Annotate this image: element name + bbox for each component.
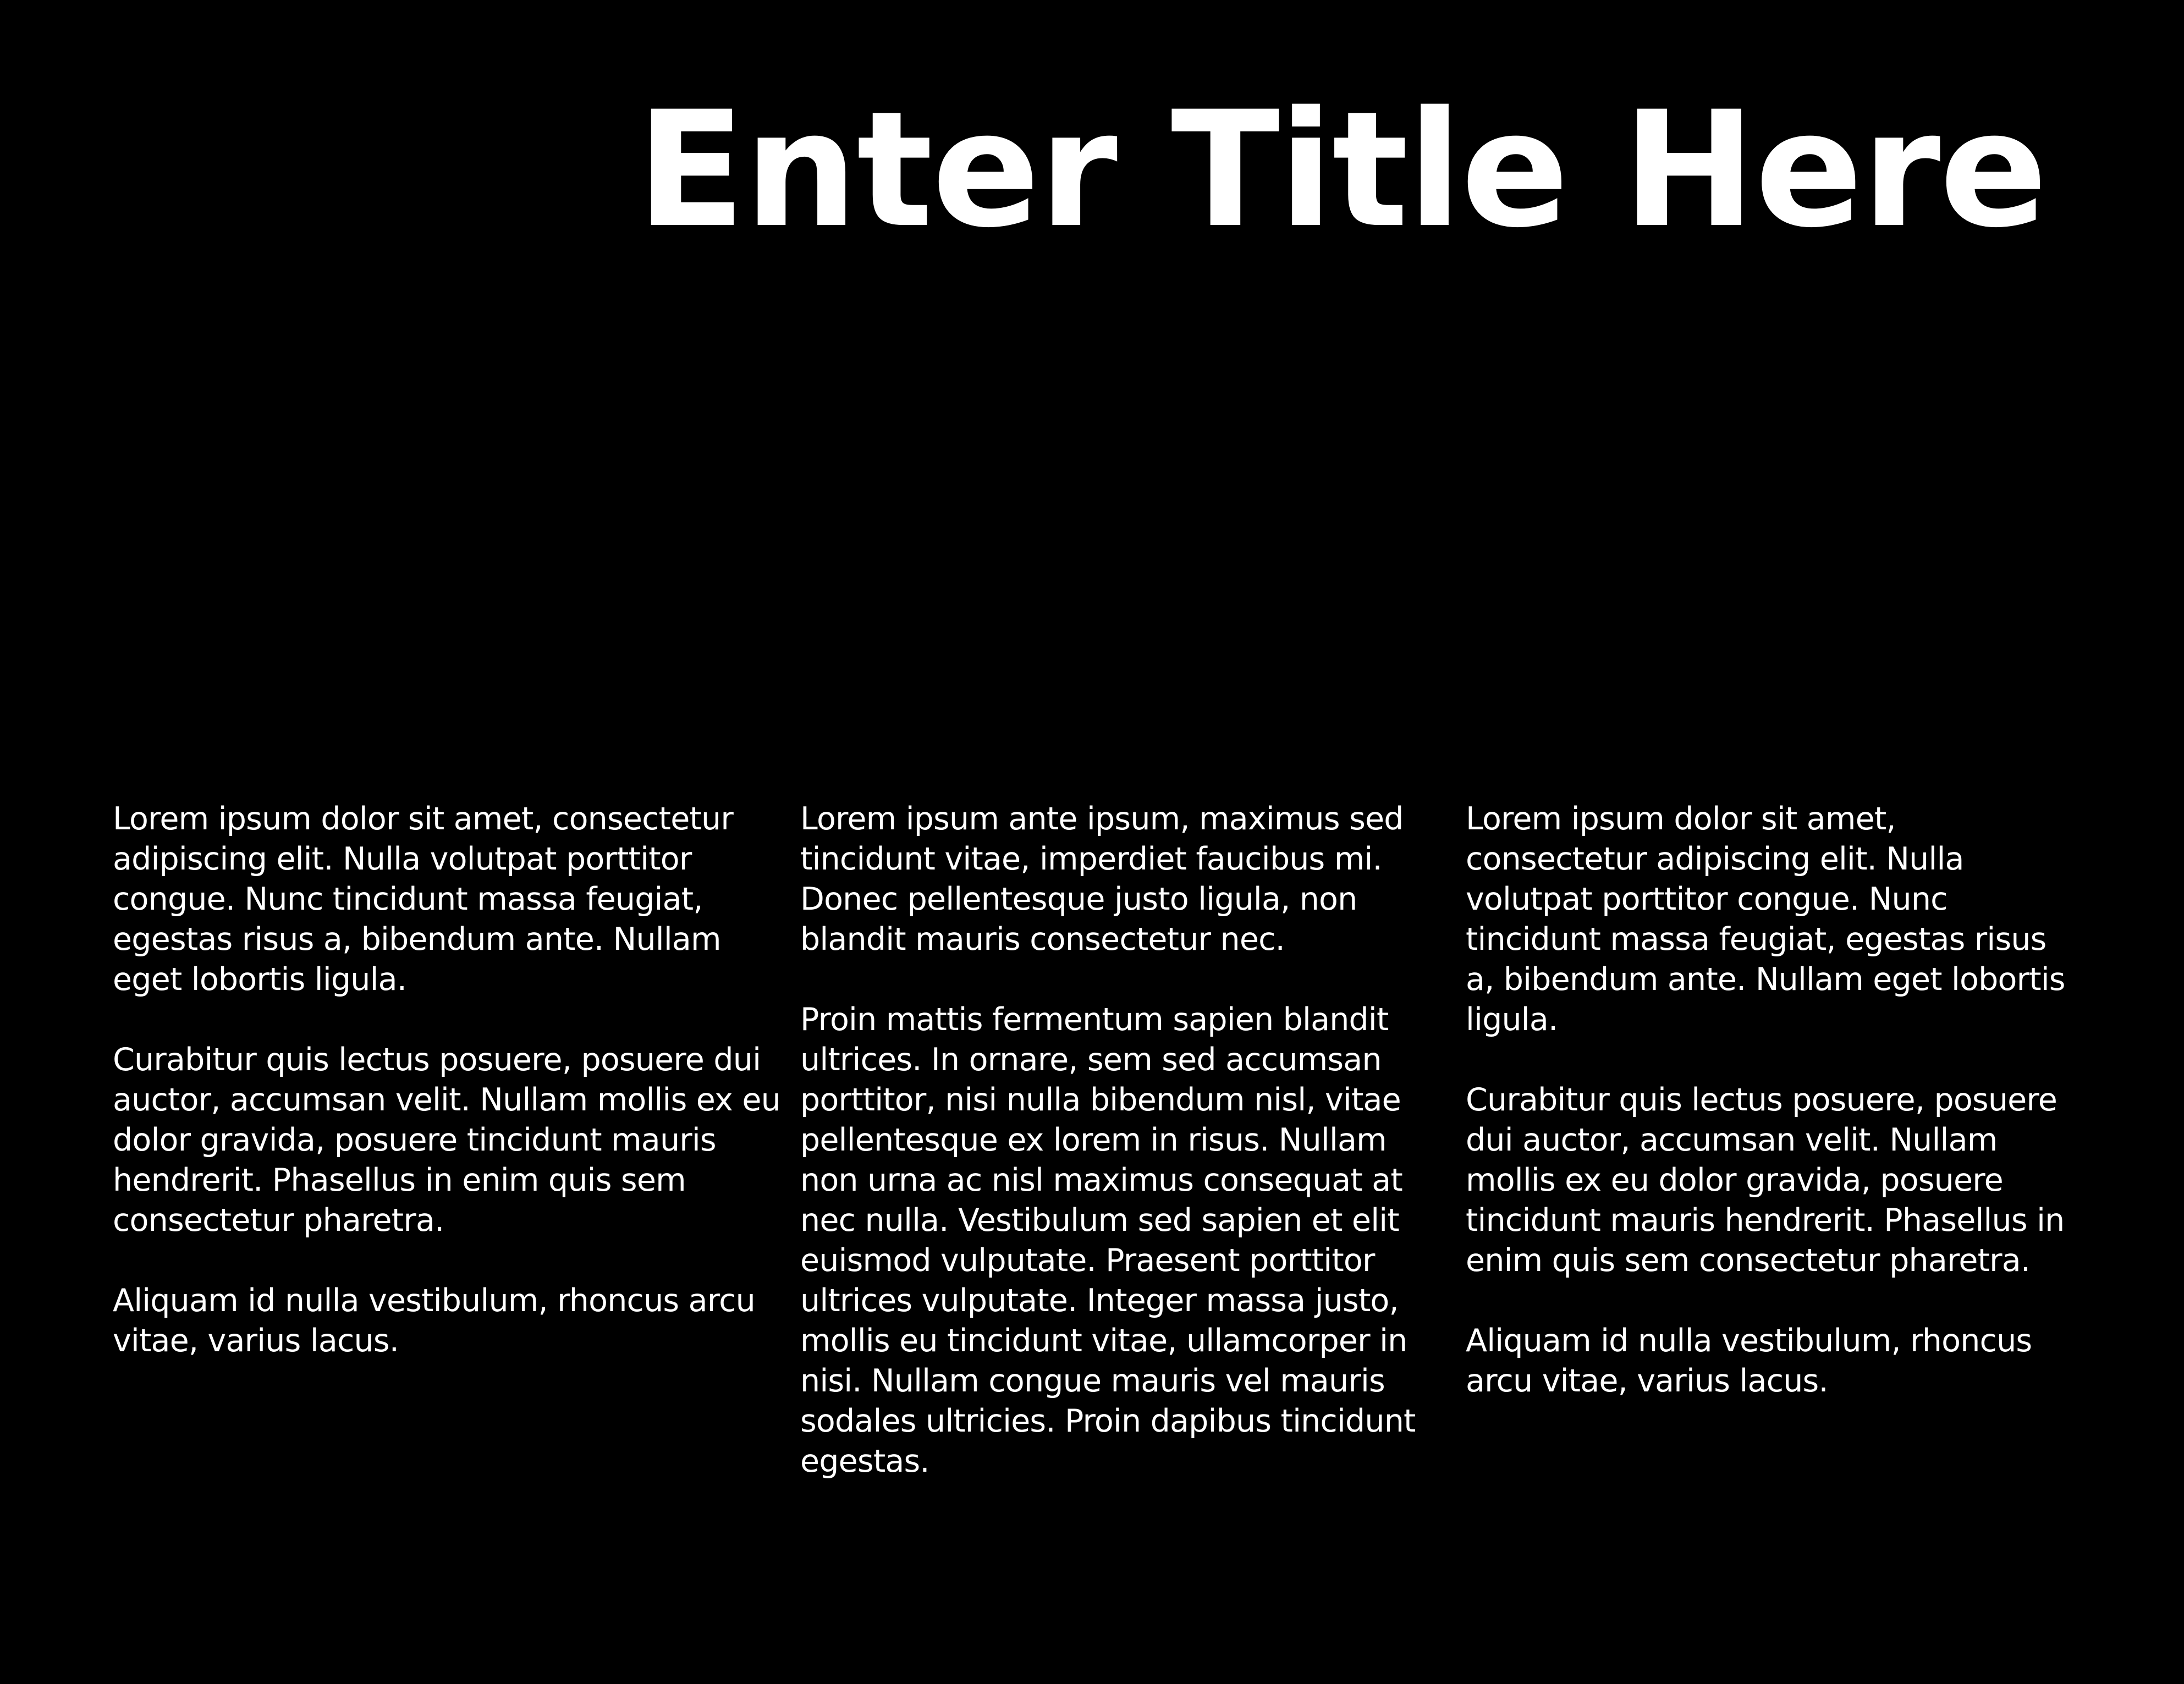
column-3-paragraph-2: Curabitur quis lectus posuere, posuere dui auctor, accumsan velit. Nullam mollis ex eu dolor gravida, posuere tincidunt mauris hendrerit. Phasellus in enim quis sem consectetur pharetra. <box>1466 1082 2065 1279</box>
text-column-2 <box>800 799 1446 1522</box>
column-3-paragraph-3: Aliquam id nulla vestibulum, rhoncus arcu vitae, varius lacus. <box>1466 1323 2032 1399</box>
column-1-paragraph-3: Aliquam id nulla vestibulum, rhoncus arcu vitae, varius lacus. <box>113 1283 755 1359</box>
column-1-paragraph-2: Curabitur quis lectus posuere, posuere dui auctor, accumsan velit. Nullam mollis ex eu dolor gravida, posuere tincidunt mauris hendrerit. Phasellus in enim quis sem consectetur pharetra. <box>113 1042 780 1239</box>
column-2-paragraph-1: Lorem ipsum ante ipsum, maximus sed tincidunt vitae, imperdiet faucibus mi. Donec pellentesque justo ligula, non blandit mauris consectetur nec. <box>800 801 1404 957</box>
column-2-paragraph-2: Proin mattis fermentum sapien blandit ultrices. In ornare, sem sed accumsan porttitor, nisi nulla bibendum nisl, vitae pellentesque ex lorem in risus. Nullam non urna ac nisl maximus consequat at nec nulla. Vestibulum sed sapien et elit euismod vulputate. Praesent porttitor ultrices vulputate. Integer massa justo, mollis eu tincidunt vitae, ullamcorper in nisi. Nullam congue mauris vel mauris sodales ultricies. Proin dapibus tincidunt egestas. <box>800 1001 1416 1479</box>
column-1-paragraph-1: Lorem ipsum dolor sit amet, consectetur adipiscing elit. Nulla volutpat porttitor congue. Nunc tincidunt massa feugiat, egestas risus a, bibendum ante. Nullam eget lobortis ligula. <box>113 801 734 998</box>
page-title: Enter Title Here <box>636 78 2047 263</box>
column-3-paragraph-1: Lorem ipsum dolor sit amet, consectetur adipiscing elit. Nulla volutpat porttitor congue. Nunc tincidunt massa feugiat, egestas risus a, bibendum ante. Nullam eget lobortis ligula. <box>1466 801 2065 1038</box>
text-column-1 <box>113 799 784 1401</box>
text-column-3 <box>1466 799 2076 1441</box>
